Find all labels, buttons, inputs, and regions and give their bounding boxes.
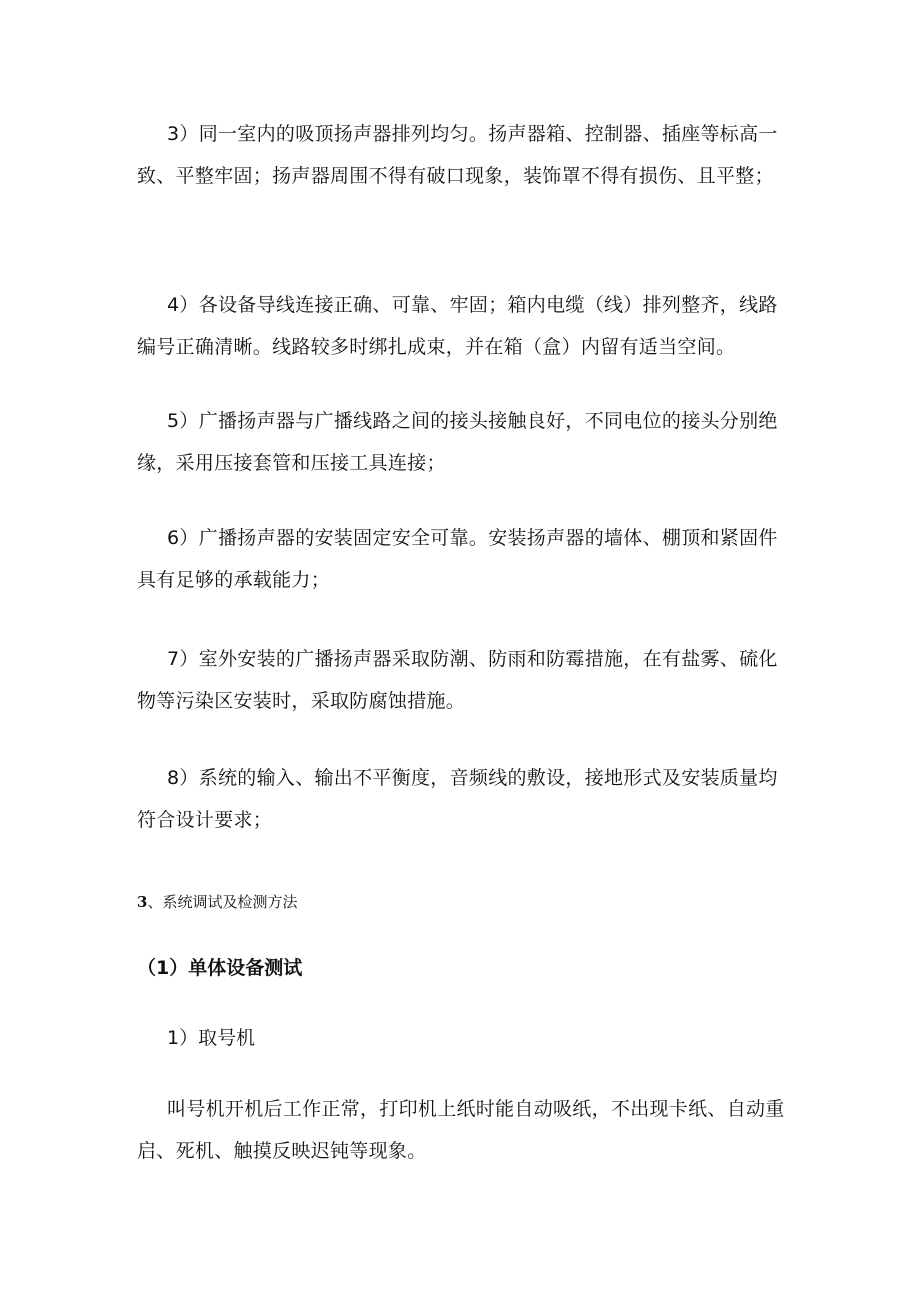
paragraph-5: 5）广播扬声器与广播线路之间的接头接触良好，不同电位的接头分别绝缘，采用压接套管和压接工具连接；: [137, 410, 778, 474]
item-title: 1）取号机: [167, 1027, 256, 1049]
section-number: 3: [137, 893, 148, 911]
paragraph-8: 8）系统的输入、输出不平衡度，音频线的敷设，接地形式及安装质量均符合设计要求；: [137, 767, 778, 831]
paragraph-3: 3）同一室内的吸顶扬声器排列均匀。扬声器箱、控制器、插座等标高一致、平整牢固；扬声器周围不得有破口现象，装饰罩不得有损伤、且平整；: [137, 123, 778, 187]
item-body: 叫号机开机后工作正常，打印机上纸时能自动吸纸，不出现卡纸、自动重启、死机、触摸反映迟钝等现象。: [137, 1098, 785, 1162]
paragraph-7: 7）室外安装的广播扬声器采取防潮、防雨和防霉措施，在有盐雾、硫化物等污染区安装时，采取防腐蚀措施。: [137, 648, 778, 712]
paragraph-6: 6）广播扬声器的安装固定安全可靠。安装扬声器的墙体、棚顶和紧固件具有足够的承载能力；: [137, 527, 778, 591]
subsection-heading: （1）单体设备测试: [137, 957, 303, 979]
section-heading: [137, 890, 297, 914]
paragraph-4: 4）各设备导线连接正确、可靠、牢固；箱内电缆（线）排列整齐，线路编号正确清晰。线路较多时绑扎成束，并在箱（盒）内留有适当空间。: [137, 294, 778, 358]
section-title: 、系统调试及检测方法: [147, 893, 298, 911]
